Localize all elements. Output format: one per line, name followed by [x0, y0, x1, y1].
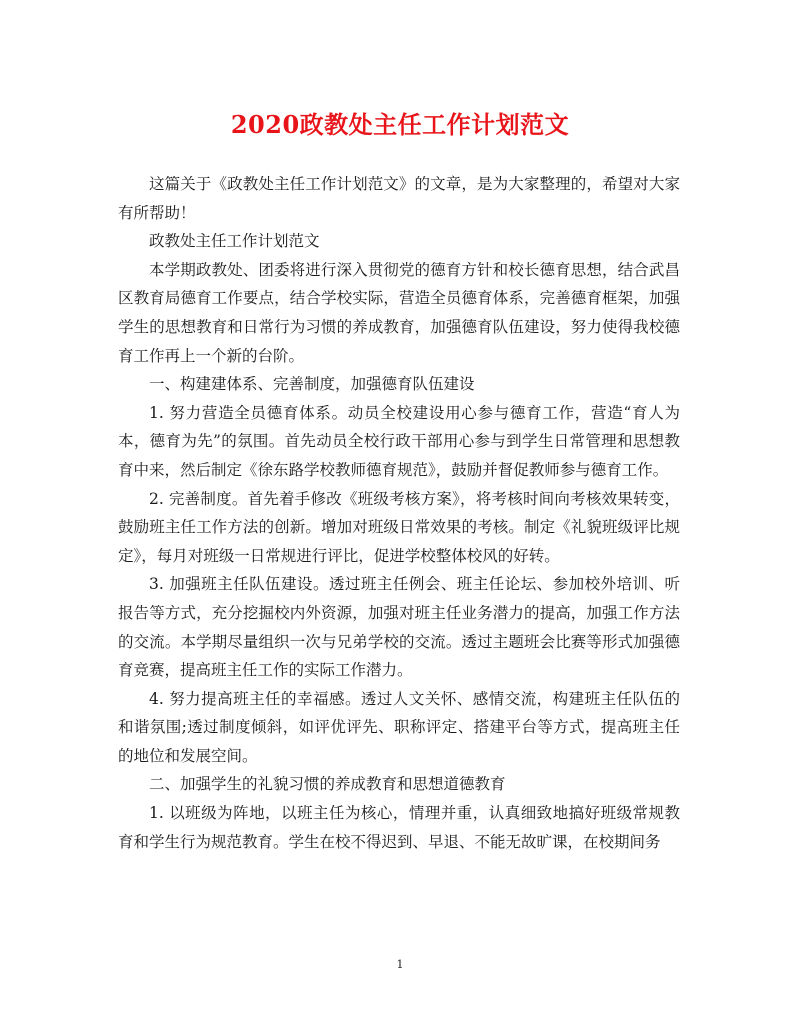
subtitle-paragraph: 政教处主任工作计划范文	[149, 232, 320, 251]
body-paragraph: 3. 加强班主任队伍建设。透过班主任例会、班主任论坛、参加校外培训、听报告等方式，充分挖掘校内外资源，加强对班主任业务潜力的提高，加强工作方法的交流。本学期尽量组织一次与兄弟学校的交流。透过主题班会比赛等形式加强德育竞赛，提高班主任工作的实际工作潜力。	[118, 575, 680, 680]
body-paragraph: 1. 以班级为阵地，以班主任为核心，情理并重，认真细致地搞好班级常规教育和学生行为规范教育。学生在校不得迟到、早退、不能无故旷课，在校期间务	[118, 804, 680, 851]
intro-paragraph: 这篇关于《政教处主任工作计划范文》的文章，是为大家整理的，希望对大家有所帮助！	[118, 175, 680, 222]
body-paragraph: 1. 努力营造全员德育体系。动员全校建设用心参与德育工作，营造“育人为本，德育为先”的氛围。首先动员全校行政干部用心参与到学生日常管理和思想教育中来，然后制定《徐东路学校教师德育规范》，鼓励并督促教师参与德育工作。	[118, 403, 680, 479]
body-paragraph: 2. 完善制度。首先着手修改《班级考核方案》，将考核时间向考核效果转变，鼓励班主任工作方法的创新。增加对班级日常效果的考核。制定《礼貌班级评比规定》，每月对班级一日常规进行评比，促进学校整体校风的好转。	[118, 489, 680, 565]
page-number: 1	[396, 958, 404, 971]
section-heading: 二、加强学生的礼貌习惯的养成教育和思想道德教育	[149, 775, 506, 794]
document-body	[118, 170, 680, 856]
body-paragraph: 本学期政教处、团委将进行深入贯彻党的德育方针和校长德育思想，结合武昌区教育局德育工作要点，结合学校实际，营造全员德育体系，完善德育框架，加强学生的思想教育和日常行为习惯的养成教育，加强德育队伍建设，努力使得我校德育工作再上一个新的台阶。	[118, 260, 680, 365]
body-paragraph: 4. 努力提高班主任的幸福感。透过人文关怀、感情交流，构建班主任队伍的和谐氛围;透过制度倾斜，如评优评先、职称评定、搭建平台等方式，提高班主任的地位和发展空间。	[118, 689, 680, 765]
section-heading: 一、构建建体系、完善制度，加强德育队伍建设	[149, 375, 475, 394]
document-title: 2020政教处主任工作计划范文	[230, 110, 570, 139]
